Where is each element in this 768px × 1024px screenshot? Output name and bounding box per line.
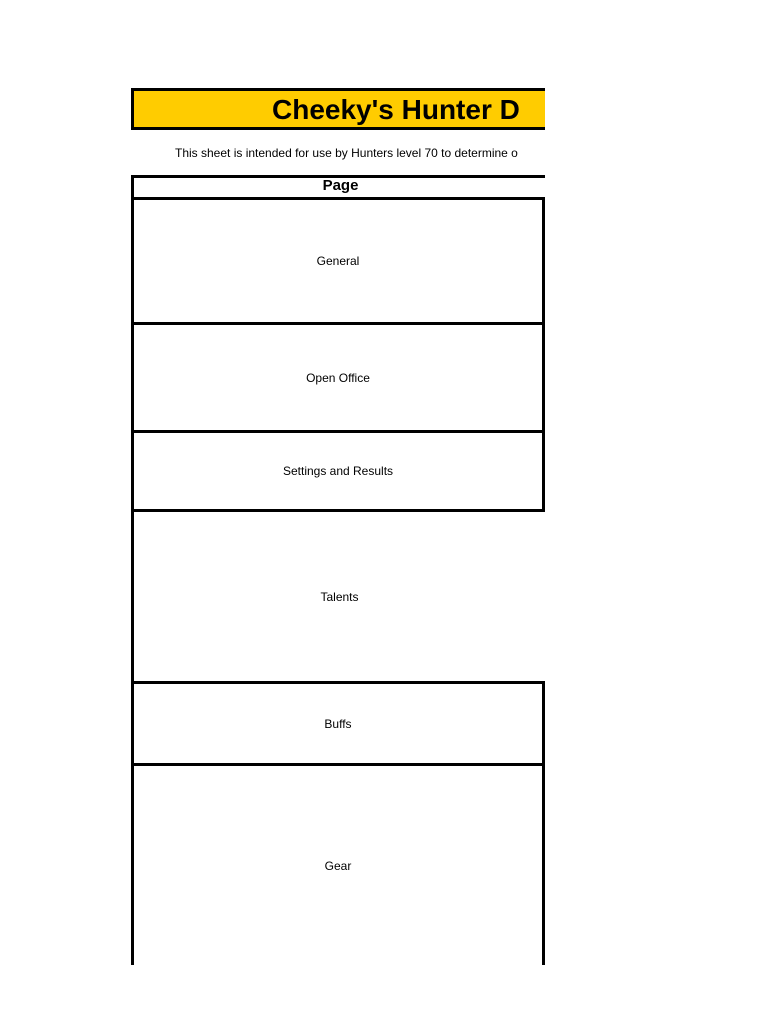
table-row-gear <box>131 763 545 965</box>
table-row-settings-and-results <box>131 430 545 509</box>
row-label: Buffs <box>324 716 352 731</box>
table-header-label: Page <box>322 177 359 194</box>
row-label: Gear <box>324 858 352 873</box>
row-label: Open Office <box>306 370 370 385</box>
row-label: General <box>316 254 360 268</box>
title-banner <box>131 88 545 130</box>
row-label: Talents <box>320 589 359 604</box>
table-header-page <box>131 175 545 197</box>
table-row-buffs <box>131 681 545 763</box>
page-table <box>131 175 545 965</box>
intro-text: This sheet is intended for use by Hunters level 70 to determine o <box>175 146 518 160</box>
row-label: Settings and Results <box>282 464 394 478</box>
table-row-open-office <box>131 322 545 430</box>
document-title: Cheeky's Hunter D <box>272 94 520 125</box>
table-row-talents <box>131 509 545 681</box>
table-row-general <box>131 197 545 322</box>
